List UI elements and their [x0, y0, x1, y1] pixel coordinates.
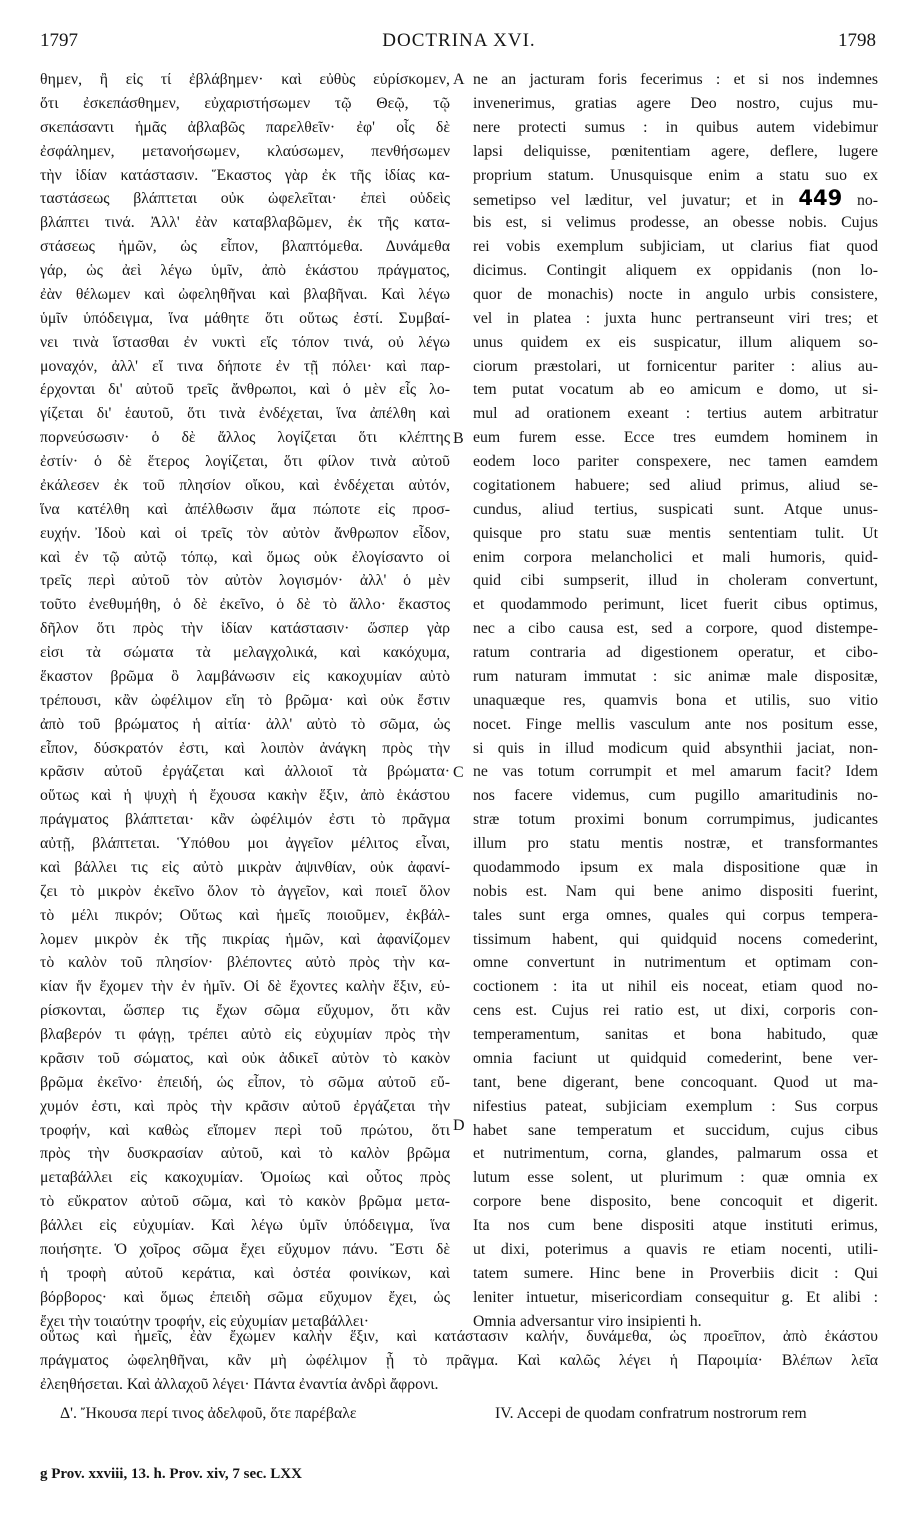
- greek-line: τὸ εὔκρατον αὐτοῦ σῶμα, καὶ τὸ κακὸν βρῶμα μετα-: [40, 1193, 450, 1211]
- latin-line: et nutrimentum, corna, glandes, palmarum ossa et: [473, 1145, 878, 1163]
- latin-line: vel in platea : juxta hunc pertranseunt viri tres; et: [473, 309, 878, 327]
- greek-line: τροφήν, καὶ καθὼς εἴπομεν περὶ τοῦ πρώτου, ὅτι: [40, 1121, 450, 1139]
- latin-line: coctionem : ita ut nihil eis noceat, etiam quod no-: [473, 978, 878, 996]
- greek-line: βλαβερόν τι φάγῃ, τρέπει αὐτὸ εἰς εὐχυμίαν πρὸς τὴν: [40, 1026, 450, 1043]
- latin-line: ciorum præstolari, ut fornicentur pariter : alius au-: [473, 357, 878, 375]
- greek-line: αὐτῇ, βλάπτεται. Ὑπόθου μοι ἀγγεῖον μέλιτος εἶναι,: [40, 835, 450, 852]
- footnotes: g Prov. xxviii, 13. h. Prov. xiv, 7 sec. LXX: [40, 1466, 302, 1482]
- greek-line: ἐκάλεσεν ἐκ τοῦ πλησίον οἴκου, καὶ ἐνδέχεται αὐτόν,: [40, 476, 450, 494]
- greek-line: ρίσκονται, ὥσπερ τις ἔχων σῶμα εὔχυμον, ὅτι κἂν: [40, 1002, 450, 1020]
- greek-line: μοναχόν, ἀλλ' εἴ τινα δήποτε ἐν τῇ πόλει· καὶ παρ-: [40, 357, 450, 375]
- latin-line: illum pro statu mentis nostræ, et transformantes: [473, 835, 878, 852]
- greek-line: ἐὰν θέλωμεν καὶ ὠφεληθῆναι καὶ βλαβῆναι. Καὶ λέγω: [40, 285, 450, 303]
- latin-line: bis est, si velimus prodesse, an obesse nobis. Cujus: [473, 214, 878, 232]
- latin-line: et quodammodo perimunt, licet fuerit cibus optimus,: [473, 596, 878, 614]
- latin-line: tissimum habent, qui quidquid nocens comederint,: [473, 930, 878, 948]
- latin-line: quodammodo ipsum ex mala dispositione quæ in: [473, 858, 878, 876]
- section-iv-heading: [40, 1405, 878, 1431]
- latin-line: lapsi deliquisse, pœnitentiam agere, deflere, lugere: [473, 142, 878, 160]
- latin-line: rum naturam immutat : sic animæ male dispositæ,: [473, 667, 878, 685]
- latin-line: nec a cibo causa est, sed a corpore, quod distempe-: [473, 620, 878, 638]
- latin-line: rei vobis exemplum subjiciam, ut clarius fiat quod: [473, 238, 878, 256]
- latin-line: enim corpora melancholici et mali humoris, quid-: [473, 548, 878, 566]
- greek-line: κρᾶσιν τοῦ σώματος, καὶ οὐκ ἀδικεῖ αὐτὸν τὸ κακὸν: [40, 1049, 450, 1067]
- greek-line: τὸ μέλι πικρόν; Οὕτως καὶ ἡμεῖς ποιοῦμεν, ἐκβάλ-: [40, 906, 450, 924]
- latin-line: tatem sumere. Hinc bene in Proverbiis dicit : Qui: [473, 1264, 878, 1282]
- greek-line: χυμόν ἐστι, καὶ πρὸς τὴν κρᾶσιν αὐτοῦ ἐργάζεται τὴν: [40, 1097, 450, 1115]
- latin-line: temperamentum, sanitas et bona habitudo, quæ: [473, 1026, 878, 1043]
- latin-line: leniter intuetur, misericordiam consequitur g. Et alibi :: [473, 1288, 878, 1306]
- latin-line: nos facere videmus, cum pugillo amaritudinis no-: [473, 787, 878, 805]
- margin-letter-d: D: [453, 1117, 465, 1134]
- greek-line: ποιήσητε. Ὁ χοῖρος σῶμα ἔχει εὔχυμον πάνυ. Ἔστι δὲ: [40, 1240, 450, 1258]
- latin-line: habet sane temperatum et succidum, cujus cibus: [473, 1121, 878, 1139]
- latin-line: proprium statum. Unusquisque enim a statu suo ex: [473, 166, 878, 184]
- greek-line: κίαν ἥν ἔχομεν τὴν ἐν ἡμῖν. Οἱ δὲ ἔχοντες καλὴν ἕξιν, εὑ-: [40, 978, 450, 996]
- greek-line: ζει τὸ μικρὸν ἐκεῖνο ὅλον τὸ ἀγγεῖον, καὶ ποιεῖ ὅλον: [40, 882, 450, 900]
- greek-line: ἵνα κατέλθη καὶ ἀπέλθωσιν ἅμα πώποτε εἰς προσ-: [40, 500, 450, 518]
- section-iv-latin: IV. Accepi de quodam confratrum nostrorum rem: [495, 1405, 807, 1422]
- latin-line: eodem loco pariter conspexere, nec tamen eamdem: [473, 453, 878, 470]
- greek-line: εἶπον, δύσκρατόν ἐστι, καὶ λοιπὸν ἀνάγκη πρὸς τὴν: [40, 739, 450, 757]
- latin-line: cogitationem habuere; sed aliud primus, aliud se-: [473, 476, 878, 494]
- latin-line: invenerimus, gratias agere Deo nostro, cujus mu-: [473, 94, 878, 112]
- latin-line: ne an jacturam foris fecerimus : et si nos indemnes: [473, 71, 878, 88]
- greek-line: γάρ, ὡς ἀεὶ λέγω ὑμῖν, ἀπὸ ἑκάστου πράγματος,: [40, 262, 450, 279]
- greek-line: ἐσφάλημεν, μετανοήσωμεν, κλαύσωμεν, πενθήσωμεν: [40, 142, 450, 160]
- latin-line: omne convertunt in nutrimentum et optimam con-: [473, 954, 878, 972]
- margin-letter-c: C: [453, 764, 464, 781]
- greek-line: ὑμῖν ὑπόδειγμα, ἵνα μάθητε ὅτι οὕτως ἐστί. Συμβαί-: [40, 309, 450, 327]
- margin-letter-b: B: [453, 430, 464, 447]
- greek-line: βάλλει εἰς εὐχυμίαν. Καὶ λέγω ὑμῖν ὑπόδειγμα, ἵνα: [40, 1217, 450, 1234]
- latin-line: quor de monachis) nocte in angulo urbis consistere,: [473, 285, 878, 303]
- full-width-line: οὕτως καὶ ἡμεῖς, ἐὰν ἔχωμεν καλὴν ἕξιν, καὶ κατάστασιν καλήν, δυνάμεθα, ὡς προεῖπον, ἀπὸ ἑκάστου: [40, 1328, 878, 1345]
- latin-line: nobis est. Nam qui bene animo dispositi fuerint,: [473, 882, 878, 900]
- latin-line: lutum esse solent, ut plurimum : quæ omnia ex: [473, 1169, 878, 1187]
- latin-line: tant, bene digerant, bene concoquant. Quod ut ma-: [473, 1073, 878, 1091]
- greek-line: βόρβορος· καὶ ὅμως ἐπειδὴ σῶμα εὔχυμον ἔχει, ὡς: [40, 1288, 450, 1306]
- latin-line: tem putat vocatum ab eo amicum e domo, ut si-: [473, 381, 878, 399]
- full-width-line: ἐλεηθήσεται. Καὶ ἀλλαχοῦ λέγει· Πάντα ἐναντία ἀνδρὶ ἄφρονι.: [40, 1375, 439, 1393]
- greek-line: σκεπάσαντι ἡμᾶς ἀβλαβῶς παρελθεῖν· ἐφ' οἷς δὲ: [40, 118, 450, 136]
- latin-line: dicimus. Contingit aliquem ex oppidanis (non lo-: [473, 262, 878, 279]
- greek-line: γίζεται δι' ἑαυτοῦ, ὅτι τινὰ ἐνδέχεται, ἵνα ἀπέλθη καὶ: [40, 405, 450, 423]
- side-column-number: 449: [798, 187, 843, 211]
- greek-line: ευχήν. Ἰδοὺ καὶ οἱ τρεῖς τὸν αὐτὸν ἄνθρωπον εἶδον,: [40, 524, 450, 542]
- greek-line: πρὸς τὴν δυσκρασίαν αὐτοῦ, καὶ τὸ καλὸν βρῶμα: [40, 1145, 450, 1163]
- latin-line: Ita nos cum bene dispositi atque instituti erimus,: [473, 1217, 878, 1234]
- greek-line: τοῦτο ἐνεθυμήθη, ὁ δὲ ἐκεῖνο, ὁ δὲ τὸ ἄλλο· ἕκαστος: [40, 596, 450, 614]
- latin-line: corpore bene disposito, bene concoquit et digerit.: [473, 1193, 878, 1211]
- greek-line: καὶ βάλλει τις εἰς αὐτὸ μικρὰν ἀψινθίαν, οὐκ ἀφανί-: [40, 858, 450, 876]
- latin-line: quid cibi sumpserit, illud in choleram convertunt,: [473, 572, 878, 590]
- latin-line: ratum contraria ad digestionem operatur, et cibo-: [473, 644, 878, 661]
- latin-line: omnia faciunt ut quidquid comederint, bene ver-: [473, 1049, 878, 1067]
- latin-line: nere protecti sumus : in quibus autem videbimur: [473, 118, 878, 136]
- full-width-greek-text: [40, 1325, 878, 1397]
- latin-line: ne vas totum corrumpit et mel amarum facit? Idem: [473, 763, 878, 781]
- greek-line: τρέπουσι, κἂν ὠφέλιμον εἴη τὸ βρῶμα· καὶ οὐκ ἔστιν: [40, 691, 450, 709]
- greek-line: καὶ ἐν τῷ αὐτῷ τόπῳ, καὶ ὅμως οὐκ ἐλογίσαντο οἱ: [40, 548, 450, 566]
- greek-line: τρεῖς περὶ αὐτοῦ τὸν αὐτὸν λογισμόν· ἀλλ' ὁ μὲν: [40, 572, 450, 590]
- greek-line: στάσεως ἡμῶν, ὡς εἶπον, βλαπτόμεθα. Δυνάμεθα: [40, 238, 450, 256]
- latin-line: cens est. Cujus rei ratio est, ut dixi, corporis con-: [473, 1002, 878, 1020]
- greek-line: ἀπὸ τοῦ βρώματος ἡ αἰτία· ἀλλ' αὐτὸ τὸ σῶμα, ὡς: [40, 715, 450, 733]
- latin-line: Omnia adversantur viro insipienti h.: [473, 1312, 702, 1330]
- greek-line: ἔχει τὴν τοιαύτην τροφήν, εἰς εὐχυμίαν μεταβάλλει·: [40, 1312, 369, 1330]
- latin-line: unaquæque res, quamvis bona et utilis, suo vitio: [473, 691, 878, 709]
- greek-line: ἐστίν· ὁ δὲ ἕτερος λογίζεται, ὅτι φίλον τινὰ αὐτοῦ: [40, 453, 450, 470]
- greek-line: ἡ τροφὴ αὐτοῦ κεράτια, καὶ ὀστέα φοινίκων, καὶ: [40, 1264, 450, 1282]
- page-number-right: 1798: [838, 30, 876, 51]
- latin-line: semetipso vel læditur, vel juvatur; et in 449 no-: [473, 187, 878, 211]
- latin-line: quisque pro statu suæ mentis sententiam tulit. Ut: [473, 524, 878, 542]
- greek-line: μεταβάλλει εἰς κακοχυμίαν. Ὁμοίως καὶ οὗτος πρὸς: [40, 1169, 450, 1187]
- latin-line: mul ad orationem exeant : tertius autem arbitratur: [473, 405, 878, 423]
- latin-line: si quis in illud modicum quid absynthii jaciat, non-: [473, 739, 878, 757]
- greek-column: [40, 68, 450, 1333]
- latin-line: cundus, aliud tertius, suspicati sunt. Atque unus-: [473, 500, 878, 518]
- greek-line: εἰσι τὰ σώματα τὰ μελαγχολικά, καὶ κακόχυμα,: [40, 644, 450, 661]
- greek-line: τὴν ἰδίαν κατάστασιν. Ἕκαστος γὰρ ἐκ τῆς ἰδίας κα-: [40, 166, 450, 184]
- latin-line: tales sunt erga omnes, quales qui corpus tempera-: [473, 906, 878, 924]
- greek-line: ὅτι ἐσκεπάσθημεν, εὐχαριστήσωμεν τῷ Θεῷ, τῷ: [40, 94, 450, 112]
- latin-line: ut dixi, poterimus a quavis re etiam nocenti, utili-: [473, 1240, 878, 1258]
- greek-line: νει τινὰ ἵστασθαι ἐν νυκτὶ εἴς τόπον τινά, οὐ λέγω: [40, 333, 450, 351]
- section-iv-greek: Δ'. Ἤκουσα περί τινος ἀδελφοῦ, ὅτε παρέβαλε: [60, 1405, 357, 1422]
- greek-line: ταστάσεως βλάπτεται οὐκ ὠφελεῖται· ἐπεὶ οὐδεὶς: [40, 190, 450, 208]
- greek-line: πράγματος βλάπτεται· κἂν ὠφέλιμόν ἐστι τὸ πρᾶγμα: [40, 811, 450, 829]
- greek-line: βρῶμα ἐκεῖνο· ἐπειδή, ὡς εἶπον, τὸ σῶμα αὐτοῦ εὔ-: [40, 1073, 450, 1091]
- latin-column: [473, 68, 878, 1333]
- latin-line: stræ totum proximi bonum corrumpimus, judicantes: [473, 811, 878, 829]
- greek-line: λομεν μικρὸν ἐκ τῆς πικρίας ἡμῶν, καὶ ἀφανίζομεν: [40, 930, 450, 948]
- greek-line: πορνεύσωσιν· ὁ δὲ ἄλλος λογίζεται ὅτι κλέπτης: [40, 429, 450, 447]
- greek-line: κρᾶσιν αὐτοῦ ἐργάζεται καὶ ἀλλοιοῖ τὰ βρώματα·: [40, 763, 450, 781]
- greek-line: ἕκαστον βρῶμα ὃ λαμβάνωσιν εἰς κακοχυμίαν αὐτὸ: [40, 667, 450, 685]
- latin-line: unus quidem ex eis suspicatur, illum aliquem so-: [473, 333, 878, 351]
- latin-line: nocet. Finge mellis vasculum ante nos positum esse,: [473, 715, 878, 733]
- greek-line: δῆλον ὅτι πρὸς τὴν ἰδίαν κατάστασιν· ὥσπερ γὰρ: [40, 620, 450, 638]
- greek-line: θημεν, ἢ εἰς τί ἐβλάβημεν· καὶ εὐθὺς εὑρίσκομεν,: [40, 71, 450, 88]
- running-title: DOCTRINA XVI.: [382, 30, 536, 51]
- margin-letter-a: A: [453, 71, 465, 88]
- greek-line: έρχονται δι' αὐτοῦ τρεῖς ἄνθρωποι, καὶ ὁ μὲν εἷς λο-: [40, 381, 450, 399]
- greek-line: βλάπτει τινά. Ἀλλ' ἐὰν καταβλαβῶμεν, ἐκ τῆς κατα-: [40, 214, 450, 232]
- full-width-line: πράγματος ὠφεληθῆναι, κἂν μὴ ὠφέλιμον ᾖ τὸ πρᾶγμα. Καὶ καλῶς λέγει ἡ Παροιμία· Βλέπων λεῖα: [40, 1351, 878, 1369]
- latin-line: eum furem esse. Ecce tres eumdem hominem in: [473, 429, 878, 447]
- greek-line: οὕτως καὶ ἡ ψυχὴ ἡ ἔχουσα κακὴν ἕξιν, ἀπὸ ἑκάστου: [40, 787, 450, 805]
- latin-line: nifestius pateat, subjiciam exemplum : Sus corpus: [473, 1097, 878, 1115]
- page-number-left: 1797: [40, 30, 78, 51]
- greek-line: τὸ καλὸν τοῦ πλησίον· βλέποντες αὐτὸ πρὸς τὴν κα-: [40, 954, 450, 972]
